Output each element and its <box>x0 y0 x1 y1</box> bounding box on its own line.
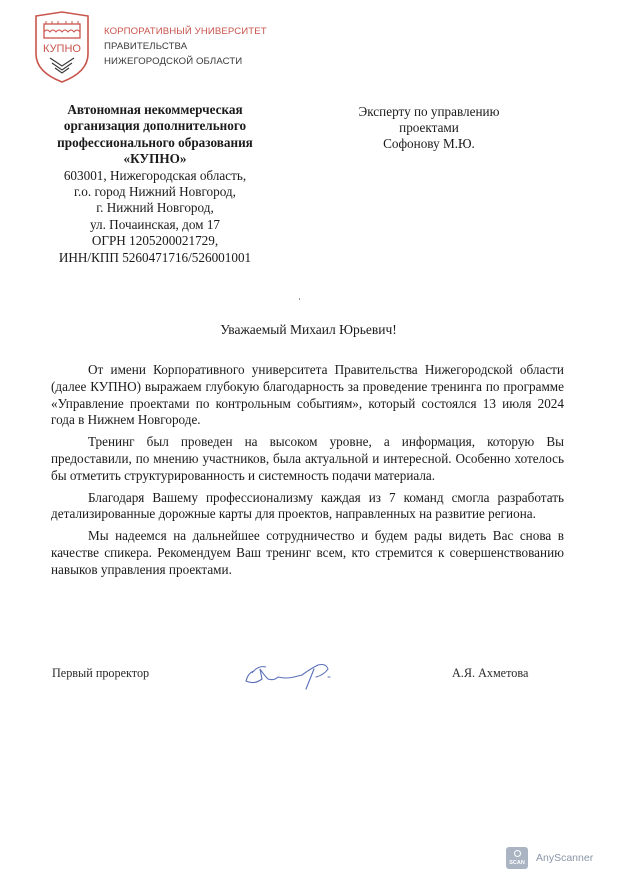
signatory-position: Первый проректор <box>52 666 150 680</box>
address-line: 603001, Нижегородская область, <box>63 167 247 183</box>
paragraph: Благодаря Вашему профессионализму каждая из 7 команд смогла разработать детализированные дорожные карты для проектов, направленных на развитие региона. <box>51 489 564 522</box>
paragraph: Мы надеемся на дальнейшее сотрудничество и будем рады видеть Вас снова в качестве спикера. Рекомендуем Ваш тренинг всем, кто стремится к совершенствованию навыков управления проектами. <box>51 528 564 577</box>
recipient-line: проектами <box>399 120 459 136</box>
org-name-line: организация дополнительного <box>63 118 247 134</box>
letter-body <box>51 362 564 584</box>
paragraph: От имени Корпоративного университета Правительства Нижегородской области (далее КУПНО) выражаем глубокую благодарность за проведение тренинга по программе «Управление проектами по контрольным событиям», который состоялся 13 июля 2024 года в Нижнем Новгороде. <box>51 362 564 428</box>
scan-icon-text: SCAN <box>509 860 525 866</box>
brand-line-1: КОРПОРАТИВНЫЙ УНИВЕРСИТЕТ <box>104 26 267 37</box>
ogrn-line: ОГРН 1205200021729, <box>91 233 219 249</box>
logo-text: КУПНО <box>43 43 81 55</box>
brand-line-2: ПРАВИТЕЛЬСТВА <box>104 41 188 52</box>
inn-kpp-line: ИНН/КПП 5260471716/526001001 <box>58 249 252 265</box>
scan-artifact-dot <box>299 298 300 300</box>
handwritten-signature-icon <box>240 655 360 691</box>
signatory-name: А.Я. Ахметова <box>452 666 529 680</box>
anyscanner-watermark <box>506 847 593 869</box>
recipient-block <box>338 104 520 153</box>
address-line: г.о. город Нижний Новгород, <box>74 184 236 200</box>
address-line: ул. Почаинская, дом 17 <box>89 216 221 232</box>
org-name-line: профессионального образования <box>57 134 253 150</box>
brand-line-3: НИЖЕГОРОДСКОЙ ОБЛАСТИ <box>104 56 243 67</box>
org-name-line: Автономная некоммерческая <box>67 102 243 117</box>
kupno-shield-logo-icon <box>32 10 92 84</box>
paragraph: Тренинг был проведен на высоком уровне, а информация, которую Вы предоставили, по мнению участников, была актуальной и интересной. Особенно хотелось бы отметить структурированность и системность подачи материала. <box>51 434 564 483</box>
org-name-line: «КУПНО» <box>123 151 187 167</box>
address-line: г. Нижний Новгород, <box>96 200 214 216</box>
watermark-label: AnyScanner <box>536 852 594 864</box>
salutation: Уважаемый Михаил Юрьевич! <box>220 322 397 337</box>
recipient-line: Эксперту по управлению <box>358 104 500 119</box>
sender-block <box>38 102 272 266</box>
brand-name <box>104 24 267 69</box>
recipient-line: Софонову М.Ю. <box>383 136 475 152</box>
scan-app-icon <box>506 847 528 869</box>
